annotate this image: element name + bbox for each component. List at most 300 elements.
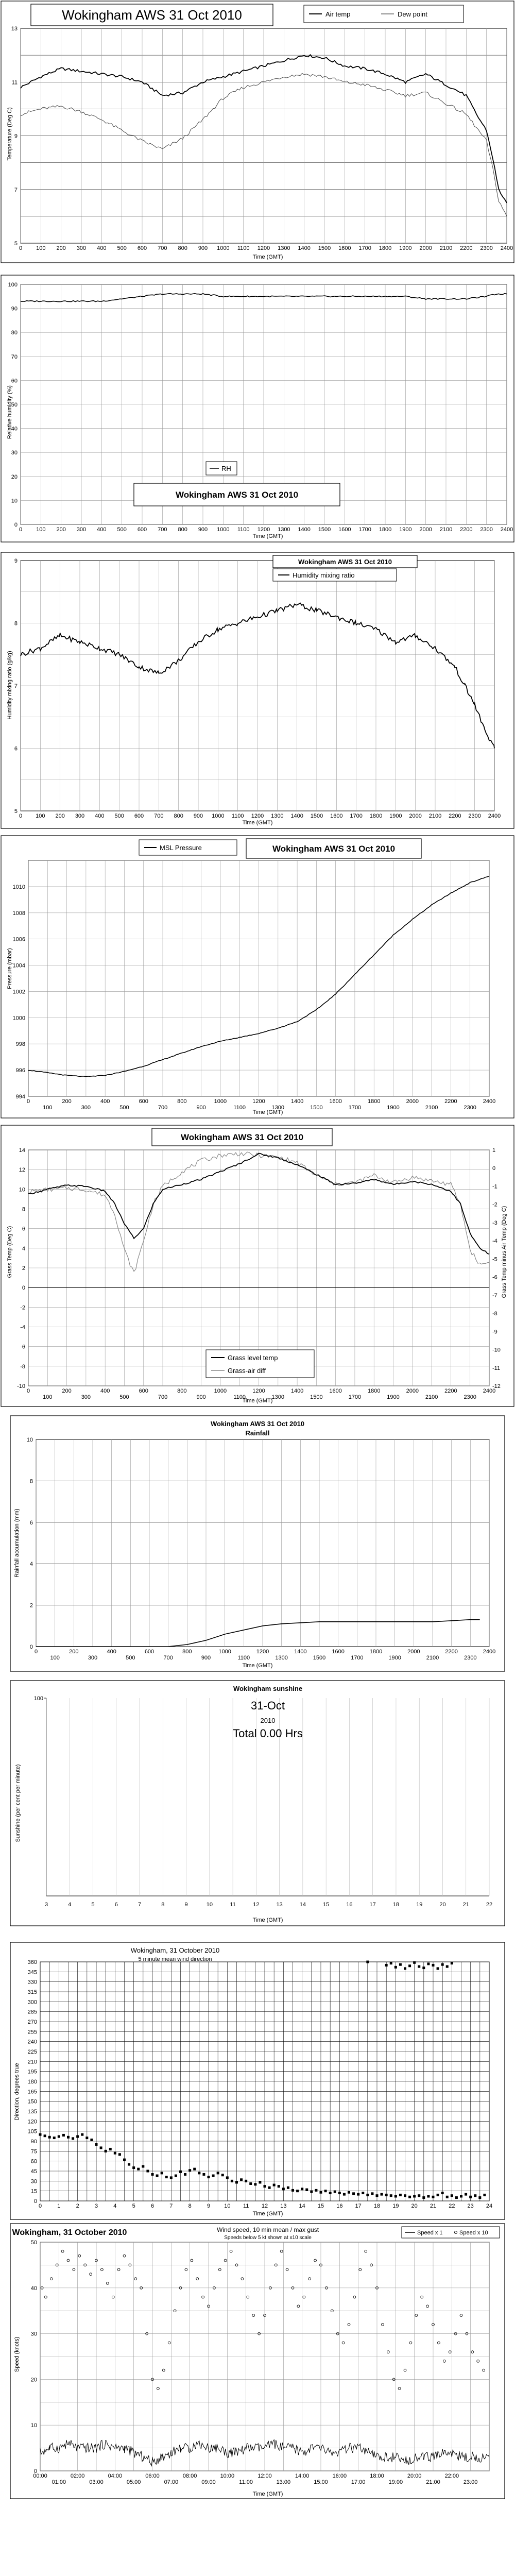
y-tick-label: 6 <box>14 745 18 752</box>
data-point <box>259 2181 261 2183</box>
chart-title: Wokingham sunshine <box>233 1685 303 1692</box>
x-tick-label: 700 <box>158 527 167 533</box>
data-point <box>451 1962 453 1964</box>
x-axis-title: Time (GMT) <box>252 2211 283 2217</box>
x-tick-label: 18:00 <box>370 2473 384 2479</box>
x-tick-label: 20:00 <box>407 2473 422 2479</box>
data-point <box>161 2172 163 2174</box>
x-tick-label: 500 <box>114 813 124 819</box>
x-tick-label: 21 <box>430 2203 437 2209</box>
data-point <box>399 2194 402 2196</box>
data-point <box>437 2194 439 2196</box>
temperature-plot <box>11 26 513 251</box>
data-point <box>142 2165 144 2167</box>
x-tick-label: 1600 <box>329 1098 342 1105</box>
x-tick-label: 200 <box>56 527 66 533</box>
x-tick-label: 1600 <box>338 245 351 251</box>
data-point <box>132 2166 135 2169</box>
y-tick-label: 0 <box>14 522 18 528</box>
data-point <box>296 2190 299 2192</box>
x-tick-label: 100 <box>43 1394 53 1400</box>
data-point <box>212 2175 215 2177</box>
x-tick-label: 00:00 <box>33 2473 47 2479</box>
legend-label-pressure: MSL Pressure <box>160 844 202 852</box>
wind-direction-plot <box>28 1959 492 2209</box>
sunshine-total: Total 0.00 Hrs <box>233 1727 303 1740</box>
data-point <box>81 2133 83 2136</box>
x-tick-label: 600 <box>137 245 147 251</box>
data-point <box>422 2196 425 2199</box>
x-tick-label: 11:00 <box>239 2479 253 2485</box>
data-point <box>460 2195 462 2197</box>
x-tick-label: 400 <box>95 813 105 819</box>
x-tick-label: 1400 <box>290 813 303 819</box>
data-point <box>413 1961 416 1964</box>
x-tick-label: 1000 <box>212 813 225 819</box>
data-point <box>483 2194 486 2196</box>
x-tick-label: 0 <box>34 1649 38 1655</box>
data-point <box>179 2171 182 2173</box>
y-tick-label-right: -5 <box>492 1256 497 1263</box>
y-tick-label-right: -6 <box>492 1274 497 1281</box>
data-point <box>137 2168 140 2171</box>
x-tick-label: 1500 <box>318 245 331 251</box>
x-tick-label: 14:00 <box>295 2473 310 2479</box>
data-point <box>390 1962 392 1964</box>
y-tick-label: 9 <box>14 558 18 564</box>
y-tick-label: 6 <box>22 1226 25 1232</box>
data-point <box>273 2184 276 2187</box>
data-point <box>324 2190 327 2192</box>
x-tick-label: 2100 <box>439 245 453 251</box>
data-point <box>67 2136 70 2139</box>
data-point <box>39 2133 42 2136</box>
x-tick-label: 2300 <box>480 245 493 251</box>
data-point <box>278 2185 280 2188</box>
data-point <box>170 2176 173 2179</box>
x-tick-label: 2 <box>76 2203 79 2209</box>
x-tick-label: 12 <box>253 1902 260 1908</box>
x-tick-label: 900 <box>198 245 208 251</box>
x-tick-label: 1000 <box>217 527 230 533</box>
data-point <box>418 1965 420 1968</box>
x-tick-label: 6 <box>150 2203 154 2209</box>
legend-label-rh: RH <box>221 465 231 472</box>
x-tick-label: 2300 <box>464 1394 476 1400</box>
x-tick-label: 1 <box>57 2203 61 2209</box>
x-tick-label: 1700 <box>348 1394 362 1400</box>
y-tick-label: 60 <box>30 2158 37 2165</box>
y-tick-label: 240 <box>27 2039 37 2045</box>
data-point <box>446 2196 449 2198</box>
data-point <box>188 2169 191 2172</box>
data-point <box>329 2192 332 2194</box>
y-tick-label: 20 <box>30 2377 37 2383</box>
y-tick-label: 10 <box>30 2422 37 2429</box>
x-tick-label: 1000 <box>218 1649 231 1655</box>
x-tick-label: 1100 <box>233 1105 246 1111</box>
data-point <box>231 2180 233 2182</box>
chart-title: Wokingham AWS 31 Oct 2010 <box>298 558 392 566</box>
y-tick-label: 90 <box>11 306 18 312</box>
y-tick-label: 165 <box>27 2089 37 2095</box>
x-tick-label: 100 <box>36 527 46 533</box>
data-point <box>418 2194 420 2197</box>
data-point <box>451 2194 453 2197</box>
x-tick-label: 0 <box>26 1098 30 1105</box>
wind-direction-panel <box>10 1942 505 2219</box>
y-tick-label-right: -8 <box>492 1311 497 1317</box>
x-tick-label: 400 <box>97 245 107 251</box>
data-point <box>474 2194 476 2197</box>
data-point <box>427 1962 430 1965</box>
x-tick-label: 1300 <box>271 1105 285 1111</box>
x-tick-label: 5 <box>132 2203 135 2209</box>
x-tick-label: 23:00 <box>463 2479 478 2485</box>
x-tick-label: 900 <box>198 527 208 533</box>
y-axis-right-title: Grass Temp minus Air Temp (Deg C) <box>501 1206 507 1298</box>
x-tick-label: 300 <box>88 1655 98 1661</box>
y-tick-label-right: -4 <box>492 1238 497 1245</box>
data-point <box>226 2176 229 2179</box>
x-tick-label: 6 <box>114 1902 118 1908</box>
y-tick-label: 1006 <box>12 936 25 943</box>
x-tick-label: 1000 <box>214 1098 227 1105</box>
x-tick-label: 400 <box>97 527 107 533</box>
x-tick-label: 0 <box>19 527 23 533</box>
x-tick-label: 02:00 <box>70 2473 85 2479</box>
x-tick-label: 2100 <box>426 1655 439 1661</box>
y-tick-label: 2 <box>22 1265 25 1272</box>
data-point <box>427 2195 430 2197</box>
x-tick-label: 600 <box>134 813 144 819</box>
y-tick-label-right: -12 <box>492 1383 501 1389</box>
data-point <box>301 2188 303 2190</box>
data-point <box>371 2192 373 2195</box>
x-tick-label: 900 <box>196 1394 206 1400</box>
x-axis-title: Time (GMT) <box>242 820 273 826</box>
x-tick-label: 1300 <box>278 245 290 251</box>
x-tick-label: 1400 <box>298 245 311 251</box>
y-tick-label: 105 <box>27 2128 37 2135</box>
y-tick-label: 20 <box>11 473 18 480</box>
x-tick-label: 2000 <box>407 1649 420 1655</box>
x-tick-label: 4 <box>113 2203 117 2209</box>
x-tick-label: 13 <box>280 2203 287 2209</box>
x-tick-label: 0 <box>19 813 23 819</box>
data-point <box>76 2135 79 2138</box>
x-tick-label: 800 <box>182 1649 192 1655</box>
data-point <box>245 2180 247 2182</box>
x-tick-label: 1400 <box>290 1098 304 1105</box>
x-tick-label: 0 <box>38 2203 42 2209</box>
y-tick-label: 300 <box>27 1999 37 2006</box>
x-tick-label: 800 <box>178 245 187 251</box>
x-tick-label: 1300 <box>275 1655 288 1661</box>
x-tick-label: 9 <box>207 2203 211 2209</box>
x-tick-label: 1400 <box>290 1388 304 1394</box>
y-tick-label: 75 <box>30 2148 37 2155</box>
x-tick-label: 500 <box>119 1105 129 1111</box>
data-point <box>441 2192 444 2194</box>
x-tick-label: 1100 <box>237 245 250 251</box>
y-tick-label: 0 <box>22 1285 25 1292</box>
x-tick-label: 1100 <box>237 527 250 533</box>
y-tick-label-right: -2 <box>492 1201 497 1208</box>
data-point <box>413 2195 416 2197</box>
x-tick-label: 7 <box>138 1902 142 1908</box>
data-point <box>362 2192 364 2194</box>
data-point <box>320 2191 322 2194</box>
chart-title: Wokingham AWS 31 Oct 2010 <box>210 1420 305 1428</box>
x-tick-label: 1800 <box>368 1388 381 1394</box>
x-tick-label: 300 <box>76 527 87 533</box>
legend-label-speed-x1: Speed x 1 <box>417 2230 443 2236</box>
wind-speed-plot <box>31 2240 489 2485</box>
data-point <box>455 2196 458 2199</box>
x-tick-label: 500 <box>126 1655 135 1661</box>
y-tick-label: 4 <box>22 1245 25 1252</box>
data-point <box>118 2153 121 2156</box>
x-axis-title: Time (GMT) <box>252 1917 283 1923</box>
x-tick-label: 1800 <box>368 1098 381 1105</box>
x-tick-label: 2300 <box>464 1655 477 1661</box>
x-tick-label: 600 <box>139 1098 148 1105</box>
y-tick-label-right: -3 <box>492 1219 497 1226</box>
x-tick-label: 14 <box>299 2203 305 2209</box>
panel-frame <box>10 1681 505 1926</box>
x-tick-label: 0 <box>19 245 23 251</box>
data-point <box>348 2191 350 2194</box>
x-tick-label: 400 <box>100 1388 110 1394</box>
data-point <box>334 2190 336 2193</box>
y-tick-label: 998 <box>15 1041 25 1048</box>
y-tick-label-right: -1 <box>492 1183 497 1190</box>
data-point <box>385 2194 388 2196</box>
chart-year: 2010 <box>260 1717 276 1724</box>
data-point <box>437 1967 439 1970</box>
x-axis-title: Time (GMT) <box>252 533 283 539</box>
data-point <box>287 2187 289 2189</box>
x-tick-label: 08:00 <box>182 2473 197 2479</box>
x-tick-label: 2400 <box>483 1388 496 1394</box>
y-tick-label: 330 <box>27 1979 37 1986</box>
x-tick-label: 15 <box>317 2203 324 2209</box>
legend-label-grass-temp: Grass level temp <box>228 1354 278 1362</box>
y-tick-label: 0 <box>33 2468 37 2475</box>
data-point <box>114 2152 116 2155</box>
x-tick-label: 1300 <box>271 1394 285 1400</box>
data-point <box>310 2190 313 2193</box>
y-tick-label: 6 <box>29 1519 33 1526</box>
chart-title: Wokingham AWS 31 Oct 2010 <box>180 1132 304 1142</box>
y-tick-label: 225 <box>27 2049 37 2055</box>
x-tick-label: 1100 <box>231 813 244 819</box>
data-point <box>254 2183 256 2185</box>
y-axis-title: Rainfall accumulation (mm) <box>14 1509 20 1578</box>
data-point <box>249 2182 252 2185</box>
y-tick-label: 100 <box>8 282 18 288</box>
x-tick-label: 2300 <box>480 527 493 533</box>
x-tick-label: 200 <box>55 813 65 819</box>
data-point <box>404 2194 406 2197</box>
y-tick-label: 210 <box>27 2059 37 2065</box>
y-tick-label: 135 <box>27 2109 37 2115</box>
y-tick-label: 5 <box>14 241 18 247</box>
x-tick-label: 1400 <box>298 527 311 533</box>
data-point <box>151 2173 154 2176</box>
y-tick-label: 345 <box>27 1969 37 1976</box>
x-tick-label: 2200 <box>460 245 473 251</box>
x-tick-label: 2200 <box>449 813 461 819</box>
x-tick-label: 22 <box>486 1902 493 1908</box>
data-point <box>390 2194 392 2197</box>
x-tick-label: 04:00 <box>108 2473 123 2479</box>
y-tick-label: -6 <box>20 1344 25 1350</box>
x-tick-label: 600 <box>137 527 147 533</box>
x-tick-label: 19 <box>392 2203 399 2209</box>
x-axis-title: Time (GMT) <box>252 1109 283 1115</box>
x-tick-label: 800 <box>177 1098 187 1105</box>
y-axis-title: Direction, degrees true <box>14 2063 20 2121</box>
data-point <box>366 1961 369 1963</box>
data-point <box>282 2188 285 2190</box>
y-tick-label: 996 <box>15 1067 25 1074</box>
x-tick-label: 1500 <box>318 527 331 533</box>
x-tick-label: 15 <box>323 1902 330 1908</box>
x-tick-label: 1800 <box>379 527 392 533</box>
y-tick-label: -10 <box>17 1383 25 1389</box>
data-point <box>72 2137 74 2140</box>
x-tick-label: 1700 <box>358 527 371 533</box>
x-tick-label: 1300 <box>271 813 284 819</box>
y-tick-label: 30 <box>30 2178 37 2185</box>
y-tick-label: 1010 <box>12 884 25 890</box>
chart-subtitle: 5 minute mean wind direction <box>138 1956 212 1962</box>
data-point <box>385 1964 388 1967</box>
mixing-ratio-plot <box>14 558 501 819</box>
data-point <box>221 2174 224 2176</box>
y-tick-label: 30 <box>30 2331 37 2337</box>
chart-title: Wokingham, 31 October 2010 <box>12 2228 127 2237</box>
data-point <box>357 2193 359 2196</box>
data-point <box>193 2168 196 2171</box>
x-tick-label: 10:00 <box>220 2473 235 2479</box>
x-tick-label: 2000 <box>419 245 432 251</box>
x-tick-label: 0 <box>26 1388 30 1394</box>
x-tick-label: 05:00 <box>126 2479 141 2485</box>
data-point <box>105 2150 107 2153</box>
wind-speed-panel <box>10 2224 505 2499</box>
chart-title: Wokingham AWS 31 Oct 2010 <box>175 490 299 500</box>
data-point <box>291 2189 294 2192</box>
pressure-panel <box>1 836 514 1118</box>
mixing-ratio-panel <box>1 552 514 828</box>
data-point <box>85 2137 88 2139</box>
x-tick-label: 300 <box>75 813 85 819</box>
x-tick-label: 18 <box>373 2203 381 2209</box>
x-tick-label: 06:00 <box>145 2473 160 2479</box>
x-tick-label: 700 <box>154 813 164 819</box>
x-tick-label: 600 <box>139 1388 148 1394</box>
y-tick-label: -2 <box>20 1304 25 1311</box>
x-tick-label: 2200 <box>444 1098 457 1105</box>
x-axis-title: Time (GMT) <box>252 2491 283 2497</box>
data-point <box>394 2195 397 2197</box>
y-axis-title: Speed (knots) <box>14 2336 20 2372</box>
x-tick-label: 2000 <box>406 1098 419 1105</box>
data-point <box>394 1966 397 1969</box>
data-point <box>202 2173 205 2176</box>
y-tick-label: 1002 <box>12 989 25 995</box>
x-tick-label: 1200 <box>251 813 264 819</box>
chart-title: Wokingham AWS 31 Oct 2010 <box>62 7 242 23</box>
y-axis-title: Pressure (mbar) <box>7 948 13 989</box>
y-tick-label: 11 <box>11 79 18 86</box>
x-tick-label: 1600 <box>330 813 343 819</box>
x-tick-label: 1500 <box>310 1105 323 1111</box>
data-point <box>90 2139 93 2141</box>
x-tick-label: 2200 <box>460 527 473 533</box>
y-tick-label: 180 <box>27 2079 37 2085</box>
x-tick-label: 16 <box>346 1902 353 1908</box>
data-point <box>315 2189 317 2192</box>
y-tick-label: 50 <box>30 2240 37 2246</box>
x-tick-label: 700 <box>158 1105 168 1111</box>
x-tick-label: 1500 <box>310 1394 323 1400</box>
x-tick-label: 1100 <box>233 1394 246 1400</box>
y-tick-label: 150 <box>27 2098 37 2105</box>
x-axis-title: Time (GMT) <box>242 1398 273 1404</box>
data-point <box>95 2143 98 2146</box>
y-tick-label-right: -11 <box>492 1365 501 1371</box>
x-tick-label: 24 <box>486 2203 493 2209</box>
data-point <box>146 2170 149 2173</box>
rainfall-panel <box>10 1416 505 1671</box>
data-point <box>352 2192 355 2195</box>
x-tick-label: 20 <box>411 2203 418 2209</box>
x-tick-label: 100 <box>43 1105 53 1111</box>
data-point <box>198 2172 200 2174</box>
y-tick-label: 285 <box>27 2009 37 2015</box>
x-tick-label: 2300 <box>464 1105 476 1111</box>
x-tick-label: 1000 <box>214 1388 227 1394</box>
x-tick-label: 2000 <box>406 1388 419 1394</box>
y-tick-label: -8 <box>20 1363 25 1370</box>
x-tick-label: 100 <box>50 1655 60 1661</box>
x-tick-label: 15:00 <box>314 2479 328 2485</box>
rainfall-plot <box>27 1437 495 1661</box>
grass-temp-panel <box>1 1125 514 1406</box>
x-tick-label: 400 <box>107 1649 116 1655</box>
x-axis-title: Time (GMT) <box>242 1663 273 1669</box>
x-tick-label: 1600 <box>329 1388 342 1394</box>
x-tick-label: 500 <box>119 1394 129 1400</box>
sunshine-panel <box>10 1681 505 1926</box>
y-tick-label: 40 <box>30 2285 37 2292</box>
y-tick-label: 10 <box>11 498 18 504</box>
data-point <box>399 1963 402 1966</box>
x-tick-label: 01:00 <box>52 2479 66 2485</box>
x-tick-label: 2200 <box>445 1649 458 1655</box>
x-tick-label: 1700 <box>350 813 363 819</box>
y-axis-title: Sunshine (per cent per minute) <box>15 1764 21 1842</box>
y-tick-label-right: 1 <box>492 1147 496 1154</box>
x-tick-label: 1300 <box>278 527 290 533</box>
data-point <box>123 2159 126 2161</box>
x-tick-label: 200 <box>69 1649 79 1655</box>
x-tick-label: 400 <box>100 1098 110 1105</box>
